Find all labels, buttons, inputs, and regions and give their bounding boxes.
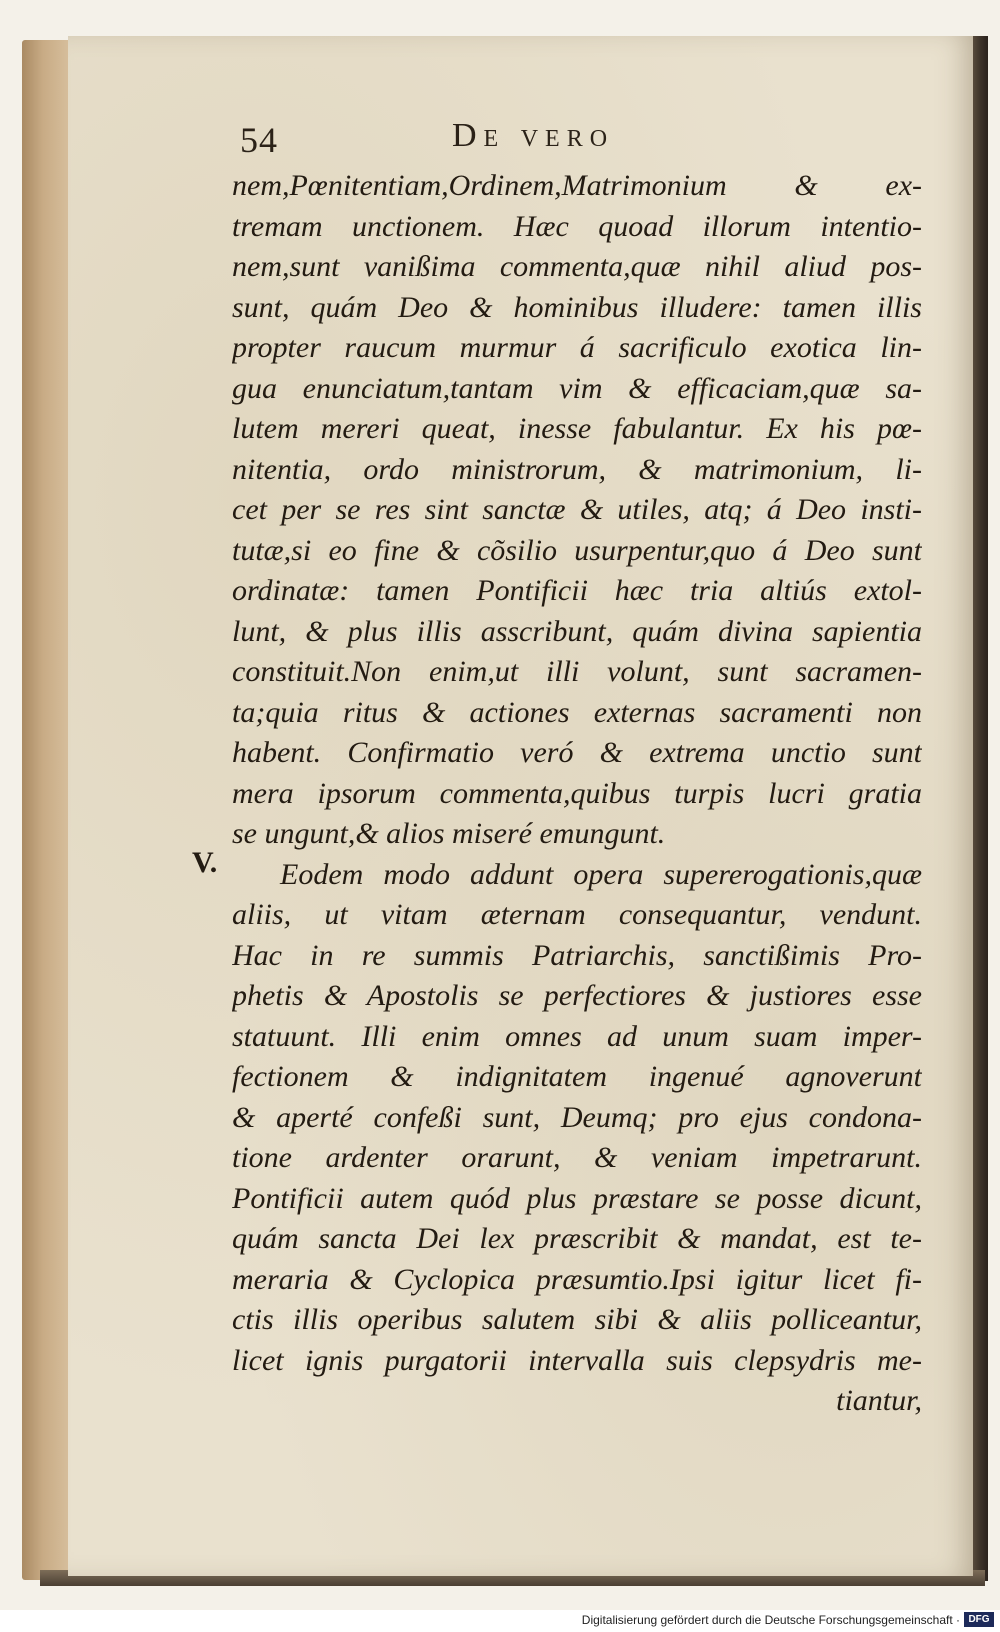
text-line: habent. Confirmatio veró & extrema unctio sunt bbox=[232, 736, 922, 769]
text-line: constituit.Non enim,ut illi volunt, sunt sacramen- bbox=[232, 655, 922, 688]
page-number: 54 bbox=[240, 120, 278, 160]
body-text bbox=[232, 166, 922, 1422]
text-line: mera ipsorum commenta,quibus turpis lucri gratia bbox=[232, 776, 922, 810]
text-line: quám sancta Dei lex præscribit & mandat, est te- bbox=[232, 1222, 922, 1255]
text-line: ordinatæ: tamen Pontificii hæc tria altiús extol- bbox=[232, 574, 922, 607]
text-line: cet per se res sint sanctæ & utiles, atq; á Deo insti- bbox=[232, 493, 922, 526]
text-line: meraria & Cyclopica præsumtio.Ipsi igitur licet fi- bbox=[232, 1262, 922, 1296]
funding-credit: Digitalisierung gefördert durch die Deutsche Forschungsgemeinschaft · bbox=[581, 1613, 960, 1627]
text-line: sunt, quám Deo & hominibus illudere: tamen illis bbox=[232, 290, 922, 324]
text-line: phetis & Apostolis se perfectiores & justiores esse bbox=[232, 979, 922, 1012]
text-line: lunt, & plus illis asscribunt, quám divina sapientia bbox=[232, 614, 922, 648]
text-line: statuunt. Illi enim omnes ad unum suam imper- bbox=[232, 1019, 922, 1053]
text-line: gua enunciatum,tantam vim & efficaciam,quæ sa- bbox=[232, 371, 922, 405]
text-line: tiantur, bbox=[836, 1384, 922, 1417]
text-line: nem,Pœnitentiam,Ordinem,Matrimonium & ex- bbox=[232, 169, 922, 202]
text-line: licet ignis purgatorii intervalla suis clepsydris me- bbox=[232, 1343, 922, 1377]
book-board-edge bbox=[22, 40, 74, 1580]
text-line: ctis illis operibus salutem sibi & aliis polliceantur, bbox=[232, 1303, 922, 1336]
running-title: De vero bbox=[452, 117, 615, 154]
text-line: propter raucum murmur á sacrificulo exotica lin- bbox=[232, 331, 922, 364]
running-head bbox=[240, 117, 920, 167]
text-line: Hac in re summis Patriarchis, sanctißimis Pro- bbox=[232, 938, 922, 972]
text-line: ta;quia ritus & actiones externas sacramenti non bbox=[232, 695, 922, 729]
dfg-logo: DFG bbox=[964, 1612, 994, 1627]
text-line: se ungunt,& alios miseré emungunt. bbox=[232, 817, 666, 850]
text-line: & aperté confeßi sunt, Deumq; pro ejus condona- bbox=[232, 1100, 922, 1134]
text-line: tutæ,si eo fine & cõsilio usurpentur,quo á Deo sunt bbox=[232, 533, 922, 567]
text-line: nitentia, ordo ministrorum, & matrimonium, li- bbox=[232, 452, 922, 486]
text-line: Pontificii autem quód plus præstare se posse dicunt, bbox=[232, 1181, 922, 1215]
text-line: aliis, ut vitam æternam consequantur, vendunt. bbox=[232, 898, 922, 931]
text-line: lutem mereri queat, inesse fabulantur. Ex his pœ- bbox=[232, 412, 922, 445]
text-line: nem,sunt vanißima commenta,quæ nihil aliud pos- bbox=[232, 250, 922, 283]
text-line: tione ardenter orarunt, & veniam impetrarunt. bbox=[232, 1141, 922, 1174]
section-marker: V. bbox=[192, 846, 218, 879]
text-line: Eodem modo addunt opera supererogationis,quæ bbox=[280, 857, 922, 891]
text-line: fectionem & indignitatem ingenué agnoverunt bbox=[232, 1060, 922, 1093]
text-line: tremam unctionem. Hæc quoad illorum intentio- bbox=[232, 209, 922, 243]
